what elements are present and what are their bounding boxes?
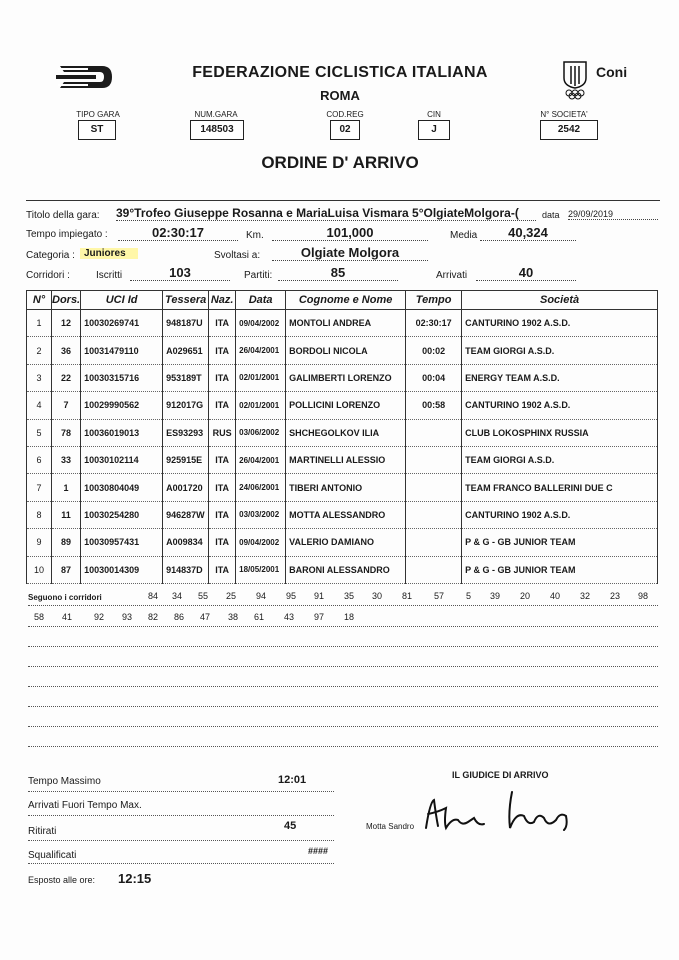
follower-number: 47	[200, 612, 211, 622]
esposto-label: Esposto alle ore:	[28, 875, 96, 885]
race-title-label: Titolo della gara:	[26, 210, 100, 221]
date-value: 29/09/2019	[568, 209, 658, 220]
dotted-line	[28, 840, 334, 841]
cell-dors: 36	[52, 337, 81, 364]
cell-date: 09/04/2002	[236, 529, 286, 556]
cell-naz: ITA	[209, 337, 236, 364]
cell-date: 26/04/2001	[236, 446, 286, 473]
follower-number: 41	[62, 612, 73, 622]
follower-number: 91	[314, 591, 325, 601]
col-header-tempo: Tempo	[406, 291, 462, 310]
cell-date: 03/03/2002	[236, 501, 286, 528]
runners-label: Corridori :	[26, 270, 70, 281]
societa-num-label: N° SOCIETA'	[540, 110, 588, 119]
divider	[26, 200, 660, 201]
table-row	[27, 364, 658, 391]
cell-naz: ITA	[209, 529, 236, 556]
cell-date: 02/01/2001	[236, 364, 286, 391]
coni-label: Coni	[596, 64, 628, 80]
cell-name: MOTTA ALESSANDRO	[286, 501, 406, 528]
cell-tempo	[406, 446, 462, 473]
cell-tessera: 948187U	[163, 310, 209, 337]
follower-number: 18	[344, 612, 355, 622]
cell-societa: P & G - GB JUNIOR TEAM	[462, 529, 658, 556]
follower-number: 55	[198, 591, 209, 601]
follower-number: 97	[314, 612, 325, 622]
cell-name: BARONI ALESSANDRO	[286, 556, 406, 583]
table-row	[27, 310, 658, 337]
col-header-tessera: Tessera	[163, 291, 209, 310]
cell-tessera: 914837D	[163, 556, 209, 583]
arrivati-value: 40	[476, 265, 576, 281]
cell-tempo: 02:30:17	[406, 310, 462, 337]
dotted-line	[28, 726, 658, 727]
arrivati-label: Arrivati	[436, 270, 468, 281]
iscritti-label: Iscritti	[96, 270, 123, 281]
category-value: Juniores	[80, 248, 138, 259]
cell-naz: ITA	[209, 556, 236, 583]
cell-tessera: 925915E	[163, 446, 209, 473]
esposto-value: 12:15	[118, 871, 152, 886]
cell-tessera: A029651	[163, 337, 209, 364]
follower-number: 82	[148, 612, 159, 622]
cell-tempo	[406, 474, 462, 501]
cell-name: POLLICINI LORENZO	[286, 392, 406, 419]
col-header-pos: N°	[27, 291, 52, 310]
cell-pos: 8	[27, 501, 52, 528]
cell-naz: ITA	[209, 392, 236, 419]
cell-tessera: A001720	[163, 474, 209, 501]
cell-pos: 5	[27, 419, 52, 446]
follower-number: 58	[34, 612, 45, 622]
cell-uci: 10030315716	[81, 364, 163, 391]
follower-number: 34	[172, 591, 183, 601]
cell-dors: 89	[52, 529, 81, 556]
cell-tessera: 912017G	[163, 392, 209, 419]
cell-date: 18/05/2001	[236, 556, 286, 583]
cell-date: 26/04/2001	[236, 337, 286, 364]
tempo-massimo-label: Tempo Massimo	[28, 776, 101, 787]
cell-tempo	[406, 529, 462, 556]
follower-number: 5	[466, 591, 472, 601]
dotted-line	[28, 626, 658, 627]
table-row	[27, 392, 658, 419]
follower-number: 94	[256, 591, 267, 601]
coni-shield-icon	[560, 58, 590, 100]
followers-line-1	[140, 591, 660, 605]
cell-societa: CANTURINO 1902 A.S.D.	[462, 310, 658, 337]
col-header-naz: Naz.	[209, 291, 236, 310]
cell-tempo: 00:02	[406, 337, 462, 364]
cell-name: TIBERI ANTONIO	[286, 474, 406, 501]
cod-reg-label: COD.REG	[326, 110, 364, 119]
cell-date: 03/06/2002	[236, 419, 286, 446]
dotted-line	[28, 666, 658, 667]
cell-societa: TEAM FRANCO BALLERINI DUE C	[462, 474, 658, 501]
col-header-societa: Società	[462, 291, 658, 310]
follower-number: 30	[372, 591, 383, 601]
follower-number: 38	[228, 612, 239, 622]
cell-pos: 4	[27, 392, 52, 419]
follower-number: 92	[94, 612, 105, 622]
follower-number: 86	[174, 612, 185, 622]
cell-tempo	[406, 556, 462, 583]
cell-uci: 10030254280	[81, 501, 163, 528]
cell-uci: 10030957431	[81, 529, 163, 556]
category-highlight	[80, 248, 138, 259]
cell-dors: 22	[52, 364, 81, 391]
cell-date: 09/04/2002	[236, 310, 286, 337]
category-label: Categoria :	[26, 250, 75, 261]
cell-name: VALERIO DAMIANO	[286, 529, 406, 556]
cell-dors: 33	[52, 446, 81, 473]
dotted-line	[28, 746, 658, 747]
table-row	[27, 337, 658, 364]
coni-logo	[560, 58, 638, 100]
cell-pos: 1	[27, 310, 52, 337]
ritirati-label: Ritirati	[28, 826, 57, 837]
cell-societa: CANTURINO 1902 A.S.D.	[462, 392, 658, 419]
km-label: Km.	[246, 230, 264, 241]
table-row	[27, 556, 658, 583]
follower-number: 32	[580, 591, 591, 601]
partiti-label: Partiti:	[244, 270, 273, 281]
follower-number: 23	[610, 591, 621, 601]
follower-number: 40	[550, 591, 561, 601]
cell-tempo	[406, 501, 462, 528]
cell-pos: 7	[27, 474, 52, 501]
cell-naz: ITA	[209, 364, 236, 391]
federation-city: ROMA	[320, 88, 360, 103]
km-value: 101,000	[272, 225, 428, 241]
judge-name: Motta Sandro	[366, 822, 415, 831]
cell-uci: 10030269741	[81, 310, 163, 337]
table-row	[27, 501, 658, 528]
cell-uci: 10029990562	[81, 392, 163, 419]
judge-label: IL GIUDICE DI ARRIVO	[452, 770, 549, 780]
col-header-dors: Dors.	[52, 291, 81, 310]
dotted-line	[28, 706, 658, 707]
cell-dors: 78	[52, 419, 81, 446]
squalificati-label: Squalificati	[28, 850, 77, 861]
cell-dors: 87	[52, 556, 81, 583]
follower-number: 25	[226, 591, 237, 601]
followers-line-2	[28, 612, 428, 626]
federation-title: FEDERAZIONE CICLISTICA ITALIANA	[192, 64, 488, 81]
document-title: ORDINE D' ARRIVO	[261, 153, 419, 172]
cell-societa: TEAM GIORGI A.S.D.	[462, 337, 658, 364]
dotted-line	[28, 815, 334, 816]
cell-societa: ENERGY TEAM A.S.D.	[462, 364, 658, 391]
location-value: Olgiate Molgora	[272, 245, 428, 261]
tipo-gara-value: ST	[78, 120, 116, 140]
location-label: Svoltasi a:	[214, 250, 261, 261]
num-gara-value: 148503	[190, 120, 244, 140]
follower-number: 81	[402, 591, 413, 601]
follower-number: 39	[490, 591, 501, 601]
cell-naz: ITA	[209, 446, 236, 473]
cell-naz: RUS	[209, 419, 236, 446]
time-value: 02:30:17	[118, 225, 238, 241]
follower-number: 61	[254, 612, 265, 622]
cell-tessera: ES93293	[163, 419, 209, 446]
cin-label: CIN	[427, 110, 441, 119]
cell-date: 24/06/2001	[236, 474, 286, 501]
cell-societa: CANTURINO 1902 A.S.D.	[462, 501, 658, 528]
cell-tessera: 953189T	[163, 364, 209, 391]
cell-societa: TEAM GIORGI A.S.D.	[462, 446, 658, 473]
cell-dors: 11	[52, 501, 81, 528]
date-label: data	[542, 210, 560, 220]
cell-tempo: 00:04	[406, 364, 462, 391]
cell-uci: 10031479110	[81, 337, 163, 364]
time-label: Tempo impiegato :	[26, 229, 108, 240]
dotted-line	[28, 863, 334, 864]
partiti-value: 85	[278, 265, 398, 281]
cell-uci: 10030014309	[81, 556, 163, 583]
cell-uci: 10030804049	[81, 474, 163, 501]
cin-value: J	[418, 120, 450, 140]
signature-image	[420, 782, 580, 838]
tipo-gara-label: TIPO GARA	[76, 110, 120, 119]
fuori-tempo-label: Arrivati Fuori Tempo Max.	[28, 800, 142, 811]
followers-label: Seguono i corridori	[28, 593, 102, 602]
results-table	[26, 290, 658, 584]
federation-logo-icon	[54, 62, 114, 92]
follower-number: 95	[286, 591, 297, 601]
cell-date: 02/01/2001	[236, 392, 286, 419]
cell-pos: 3	[27, 364, 52, 391]
cell-tempo: 00:58	[406, 392, 462, 419]
squalificati-value: ####	[308, 846, 329, 856]
table-row	[27, 529, 658, 556]
cell-dors: 12	[52, 310, 81, 337]
col-header-data: Data	[236, 291, 286, 310]
follower-number: 93	[122, 612, 133, 622]
societa-num-value: 2542	[540, 120, 598, 140]
cell-tempo	[406, 419, 462, 446]
race-title-value: 39°Trofeo Giuseppe Rosanna e MariaLuisa Vismara 5°OlgiateMolgora-(	[116, 206, 536, 221]
iscritti-value: 103	[130, 265, 230, 281]
cell-name: BORDOLI NICOLA	[286, 337, 406, 364]
follower-number: 84	[148, 591, 159, 601]
follower-number: 98	[638, 591, 649, 601]
cell-uci: 10030102114	[81, 446, 163, 473]
num-gara-label: NUM.GARA	[194, 110, 238, 119]
cell-pos: 2	[27, 337, 52, 364]
follower-number: 57	[434, 591, 445, 601]
cell-uci: 10036019013	[81, 419, 163, 446]
table-header-row	[27, 291, 658, 310]
dotted-line	[28, 791, 334, 792]
cell-name: MARTINELLI ALESSIO	[286, 446, 406, 473]
cell-name: SHCHEGOLKOV ILIA	[286, 419, 406, 446]
follower-number: 20	[520, 591, 531, 601]
cell-dors: 1	[52, 474, 81, 501]
cell-dors: 7	[52, 392, 81, 419]
ritirati-value: 45	[284, 820, 297, 832]
cell-name: MONTOLI ANDREA	[286, 310, 406, 337]
cod-reg-value: 02	[330, 120, 360, 140]
cell-tessera: 946287W	[163, 501, 209, 528]
follower-number: 35	[344, 591, 355, 601]
table-row	[27, 474, 658, 501]
col-header-uci: UCI Id	[81, 291, 163, 310]
cell-societa: P & G - GB JUNIOR TEAM	[462, 556, 658, 583]
table-row	[27, 419, 658, 446]
cell-name: GALIMBERTI LORENZO	[286, 364, 406, 391]
cell-pos: 10	[27, 556, 52, 583]
dotted-line	[28, 686, 658, 687]
cell-pos: 6	[27, 446, 52, 473]
dotted-line	[28, 646, 658, 647]
follower-number: 43	[284, 612, 295, 622]
table-row	[27, 446, 658, 473]
cell-societa: CLUB LOKOSPHINX RUSSIA	[462, 419, 658, 446]
tempo-massimo-value: 12:01	[278, 774, 307, 786]
cell-tessera: A009834	[163, 529, 209, 556]
cell-pos: 9	[27, 529, 52, 556]
cell-naz: ITA	[209, 474, 236, 501]
media-value: 40,324	[480, 225, 576, 241]
media-label: Media	[450, 230, 478, 241]
cell-naz: ITA	[209, 310, 236, 337]
cell-naz: ITA	[209, 501, 236, 528]
dotted-line	[28, 605, 658, 606]
col-header-name: Cognome e Nome	[286, 291, 406, 310]
